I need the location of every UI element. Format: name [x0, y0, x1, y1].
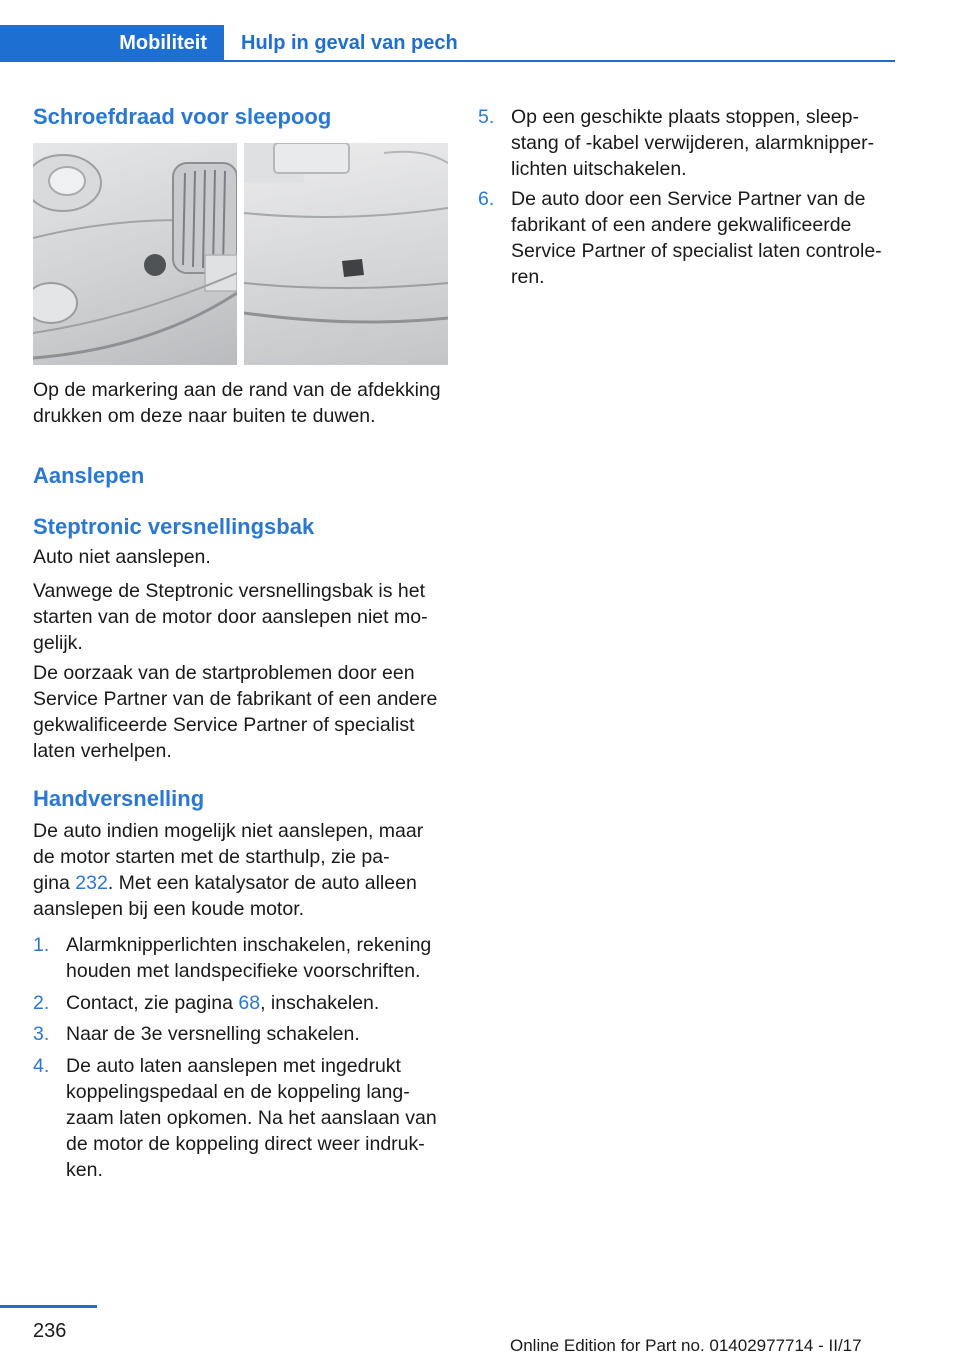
paragraph-line: laten verhelpen. [33, 740, 172, 762]
list-line: zaam laten opkomen. Na het aanslaan van [66, 1107, 437, 1129]
footer-rule [0, 1305, 97, 1308]
text: gina [33, 872, 76, 894]
list-line: Op een geschikte plaats stoppen, sleep‐ [511, 106, 859, 128]
list-line: Service Partner of specialist laten controle‐ [511, 240, 882, 262]
list-line: De auto laten aanslepen met ingedrukt [66, 1055, 401, 1077]
heading-aanslepen: Aanslepen [33, 463, 145, 488]
list-number: 3. [33, 1023, 50, 1045]
list-line: de motor de koppeling direct weer indruk‐ [66, 1133, 425, 1155]
paragraph-line: gekwalificeerde Service Partner of specialist [33, 714, 415, 736]
list-line: Naar de 3e versnelling schakelen. [66, 1023, 360, 1045]
list-line: houden met landspecifieke voorschriften. [66, 960, 421, 982]
list-line: lichten uitschakelen. [511, 158, 687, 180]
tab-mobiliteit-label: Mobiliteit [119, 32, 207, 54]
heading-handversnelling: Handversnelling [33, 786, 205, 811]
list-line: koppelingspedaal en de koppeling lang‐ [66, 1081, 410, 1103]
list-line: ren. [511, 266, 545, 288]
text: Contact, zie pagina [66, 992, 239, 1014]
paragraph-line: Vanwege de Steptronic versnellingsbak is het [33, 580, 426, 602]
paragraph-line: Service Partner van de fabrikant of een andere [33, 688, 438, 710]
figure-caption [33, 377, 441, 429]
list-number: 2. [33, 992, 50, 1014]
header-rule [0, 60, 895, 62]
paragraph-line: De auto indien mogelijk niet aanslepen, maar [33, 820, 424, 842]
list-line: De auto door een Service Partner van de [511, 188, 866, 210]
paragraph-line: De oorzaak van de startproblemen door een [33, 662, 415, 684]
page-number: 236 [33, 1320, 67, 1342]
page-link-232[interactable]: 232 [75, 872, 108, 894]
paragraph-line: starten van de motor door aanslepen niet mo‐ [33, 606, 428, 628]
front-bumper-photo [33, 143, 237, 365]
rear-bumper-photo [244, 143, 448, 365]
tab-hulp-label: Hulp in geval van pech [241, 32, 458, 54]
paragraph-line [33, 870, 423, 896]
edition-note: Online Edition for Part no. 01402977714 - II/17 [510, 1336, 862, 1355]
paragraph-line: aanslepen bij een koude motor. [33, 898, 305, 920]
list-number: 1. [33, 934, 50, 956]
list-line: ken. [66, 1159, 103, 1181]
text: , inschakelen. [260, 992, 380, 1014]
caption-line: Op de markering aan de rand van de afdekking [33, 379, 441, 401]
paragraph [33, 660, 437, 764]
page-link-68[interactable]: 68 [238, 992, 261, 1014]
list-line: stang of -kabel verwijderen, alarmknipper‐ [511, 132, 875, 154]
tab-hulp-in-geval-van-pech[interactable] [224, 25, 458, 62]
list-line: fabrikant of een andere gekwalificeerde [511, 214, 852, 236]
heading-schroefdraad: Schroefdraad voor sleepoog [33, 104, 332, 129]
paragraph-line: de motor starten met de starthulp, zie pa‐ [33, 846, 390, 868]
tab-mobiliteit[interactable] [0, 25, 224, 62]
list-number: 6. [478, 188, 495, 210]
heading-steptronic: Steptronic versnellingsbak [33, 514, 315, 539]
paragraph [33, 578, 428, 656]
list-number: 5. [478, 106, 495, 128]
paragraph [33, 818, 423, 922]
list-line: Alarmknipperlichten inschakelen, rekening [66, 934, 432, 956]
paragraph-line: gelijk. [33, 632, 83, 654]
text: . Met een katalysator de auto alleen [107, 872, 417, 894]
caption-line: drukken om deze naar buiten te duwen. [33, 405, 376, 427]
paragraph: Auto niet aanslepen. [33, 546, 211, 568]
tow-eye-thread-figure [33, 143, 448, 365]
page-header [0, 0, 960, 64]
list-number: 4. [33, 1055, 50, 1077]
